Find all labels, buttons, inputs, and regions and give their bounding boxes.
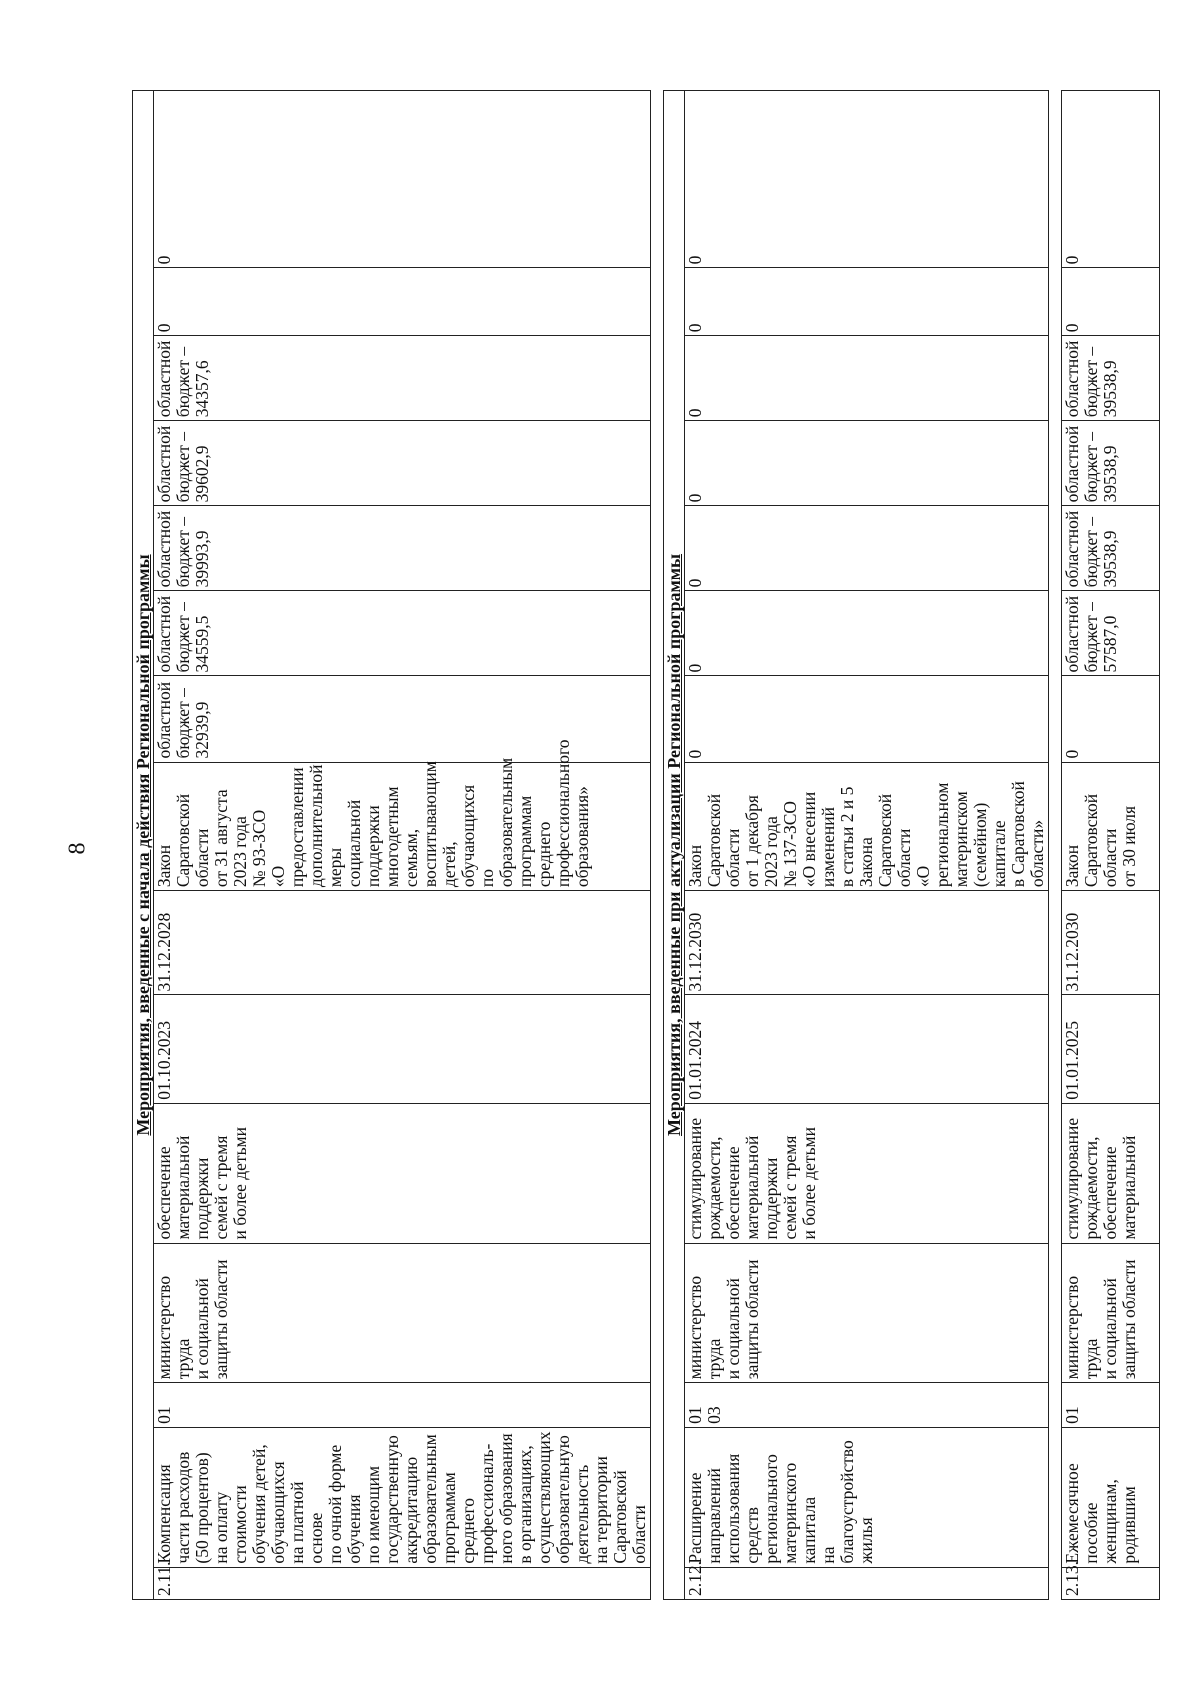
end-date: 31.12.2030 [1062,891,1160,995]
table-row [685,91,1049,1600]
measure-name: Ежемесячное пособие женщинам, родившим [1062,1427,1160,1567]
funding-value: 0 [154,268,651,336]
funding-value: областной бюджет – 57587,0 [1062,591,1160,676]
funding-value: 0 [685,506,1049,591]
legal-basis: Закон Саратовской области от 31 августа 2023 года № 93-ЗСО «О предоставлении дополнительной меры социальной поддержки многодетным семьям, воспитывающим детей, обучающихся по образовательным программам среднего профессионального образования» [154,762,651,891]
funding-value: областной бюджет – 34559,5 [154,591,651,676]
row-number: 2.11. [154,1567,651,1599]
funding-value: областной бюджет – 34357,6 [154,336,651,421]
funding-value: 0 [685,91,1049,268]
rotated-table-container [132,90,1152,1600]
funding-value: областной бюджет – 39602,9 [154,421,651,506]
funding-value: 0 [685,421,1049,506]
page-number: 8 [64,842,91,855]
measure-name: Компенсация части расходов (50 процентов) на оплату стоимости обучения детей, обучающихся на платной основе по очной форме обучения по имеющим государственную аккредитацию образовательным программам среднего профессиональ- ного образования в организациях, осуществляющих образовательную деятельность на территории Саратовской области [154,1427,651,1567]
funding-value: 0 [685,268,1049,336]
start-date: 01.10.2023 [154,995,651,1103]
section-heading-row [133,91,154,1600]
row-number: 2.12. [685,1567,1049,1599]
section-gap [1049,91,1062,1600]
legal-basis: Закон Саратовской области от 30 июля [1062,762,1160,891]
end-date: 31.12.2028 [154,891,651,995]
funding-value: 0 [685,676,1049,762]
measure-name: Расширение направлений использования средств регионального материнского капитала на благоустройство жилья [685,1427,1049,1567]
start-date: 01.01.2025 [1062,995,1160,1103]
section-heading-row [664,91,685,1600]
funding-value: 0 [1062,268,1160,336]
funding-value: 0 [1062,91,1160,268]
funding-value: 0 [685,336,1049,421]
start-date: 01.01.2024 [685,995,1049,1103]
section-heading: Мероприятия, введенные с начала действия Региональной программы [133,91,154,1600]
section-heading: Мероприятия, введенные при актуализации Региональной программы [664,91,685,1600]
funding-value: 0 [154,91,651,268]
executor: министерство труда и социальной защиты области [685,1243,1049,1383]
section-gap [651,91,664,1600]
end-date: 31.12.2030 [685,891,1049,995]
funding-value: областной бюджет – 32939,9 [154,676,651,762]
goal-code: 01 [154,1383,651,1428]
funding-value: 0 [685,591,1049,676]
funding-value: 0 [1062,676,1160,762]
table-row [1062,91,1160,1600]
goal-description: стимулирование рождаемости, обеспечение материальной [1062,1103,1160,1243]
goal-code: 01 [1062,1383,1160,1428]
goal-code: 01 03 [685,1383,1049,1428]
funding-value: областной бюджет – 39993,9 [154,506,651,591]
executor: министерство труда и социальной защиты области [154,1243,651,1383]
funding-value: областной бюджет – 39538,9 [1062,506,1160,591]
executor: министерство труда и социальной защиты области [1062,1243,1160,1383]
table-row [154,91,651,1600]
row-number: 2.13. [1062,1567,1160,1599]
legal-basis: Закон Саратовской области от 1 декабря 2023 года № 137-ЗСО «О внесении изменений в статьи 2 и 5 Закона Саратовской области «О региональном материнском (семейном) капитале в Саратовской области» [685,762,1049,891]
program-table [132,90,1160,1600]
funding-value: областной бюджет – 39538,9 [1062,421,1160,506]
goal-description: стимулирование рождаемости, обеспечение материальной поддержки семей с тремя и более детьми [685,1103,1049,1243]
funding-value: областной бюджет – 39538,9 [1062,336,1160,421]
goal-description: обеспечение материальной поддержки семей с тремя и более детьми [154,1103,651,1243]
